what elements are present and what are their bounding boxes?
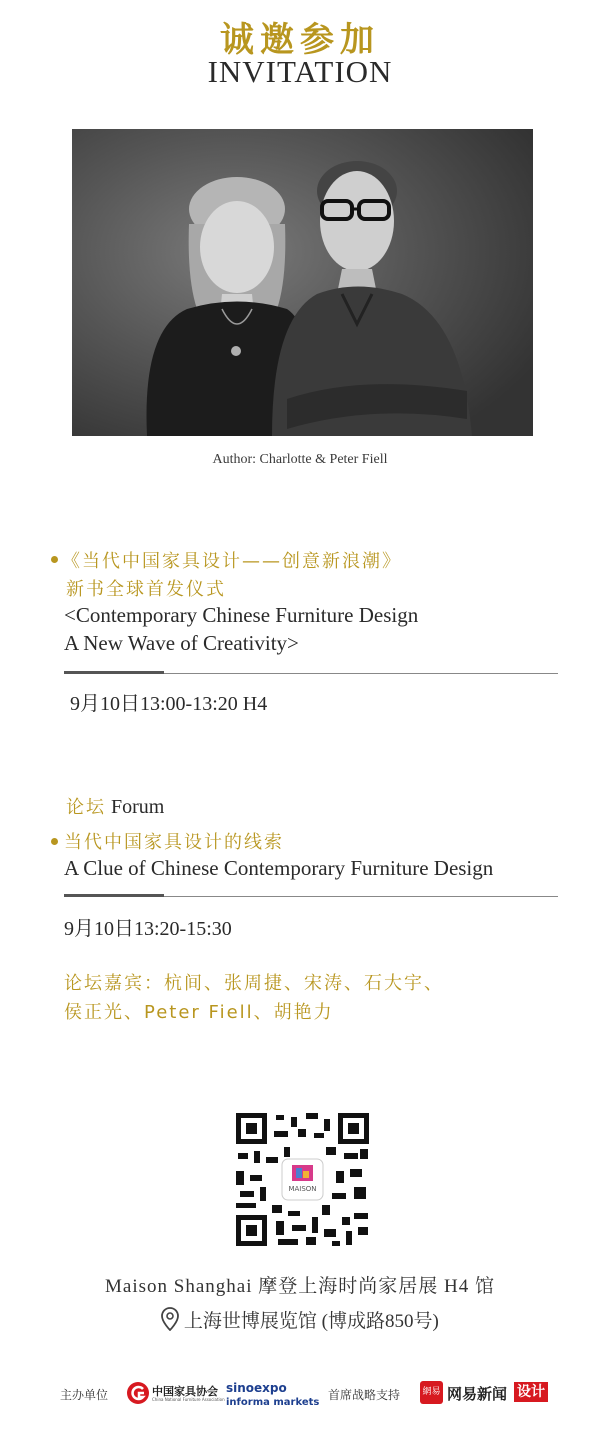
event1-time: 9月10日13:00-13:20 H4: [70, 693, 268, 715]
qr-code: [236, 1113, 369, 1246]
event1-title-en-line1: <Contemporary Chinese Furniture Design: [64, 603, 419, 627]
footer: [0, 1380, 600, 1420]
cnfa-subtitle: China National Furniture Association: [152, 1397, 225, 1402]
forum-label: [66, 793, 164, 819]
photo-caption: Author: Charlotte & Peter Fiell: [212, 452, 388, 467]
informa-markets-logo: informa markets: [226, 1397, 320, 1408]
organizer-label: 主办单位: [60, 1388, 109, 1402]
location-pin-icon: [161, 1307, 179, 1337]
venue-name: Maison Shanghai 摩登上海时尚家居展 H4 馆: [105, 1276, 495, 1297]
event1-title-cn-line1: 《当代中国家具设计——创意新浪潮》: [62, 551, 402, 572]
author-photo: [72, 129, 533, 436]
sponsor-label: 首席战略支持: [328, 1388, 401, 1402]
sinoexpo-logo: sinoexpo: [226, 1381, 287, 1395]
netease-badge-icon: 網易: [420, 1381, 443, 1404]
bullet-dot: [51, 838, 58, 845]
qr-center-label: MAISON: [288, 1185, 317, 1193]
forum-guests-line1: 论坛嘉宾：杭间、张周捷、宋涛、石大宇、: [64, 973, 444, 994]
netease-news-name: 网易新闻: [447, 1385, 508, 1403]
event2-time: 9月10日13:20-15:30: [64, 918, 232, 940]
address-text: 上海世博展览馆 (博成路850号): [183, 1311, 439, 1332]
page-title-en: INVITATION: [207, 54, 393, 89]
page-title-cn: 诚邀参加: [220, 20, 380, 60]
event1-title-en-line2: A New Wave of Creativity>: [64, 631, 299, 655]
forum-label-en: Forum: [111, 796, 165, 818]
forum-label-cn: 论坛: [66, 797, 106, 818]
netease-design-badge: 设计: [514, 1382, 548, 1402]
cnfa-name: 中国家具协会: [152, 1385, 218, 1398]
divider-accent: [64, 894, 164, 897]
cnfa-logo-icon: [126, 1381, 150, 1409]
bullet-dot: [51, 556, 58, 563]
forum-guests-line2: 侯正光、Peter Fiell、胡艳力: [64, 1002, 334, 1023]
event2-title-en: A Clue of Chinese Contemporary Furniture Design: [64, 856, 494, 880]
divider-accent: [64, 671, 164, 674]
venue-address: [0, 1306, 600, 1337]
event2-title-cn: 当代中国家具设计的线索: [64, 832, 284, 853]
event1-title-cn-line2: 新书全球首发仪式: [66, 579, 226, 600]
